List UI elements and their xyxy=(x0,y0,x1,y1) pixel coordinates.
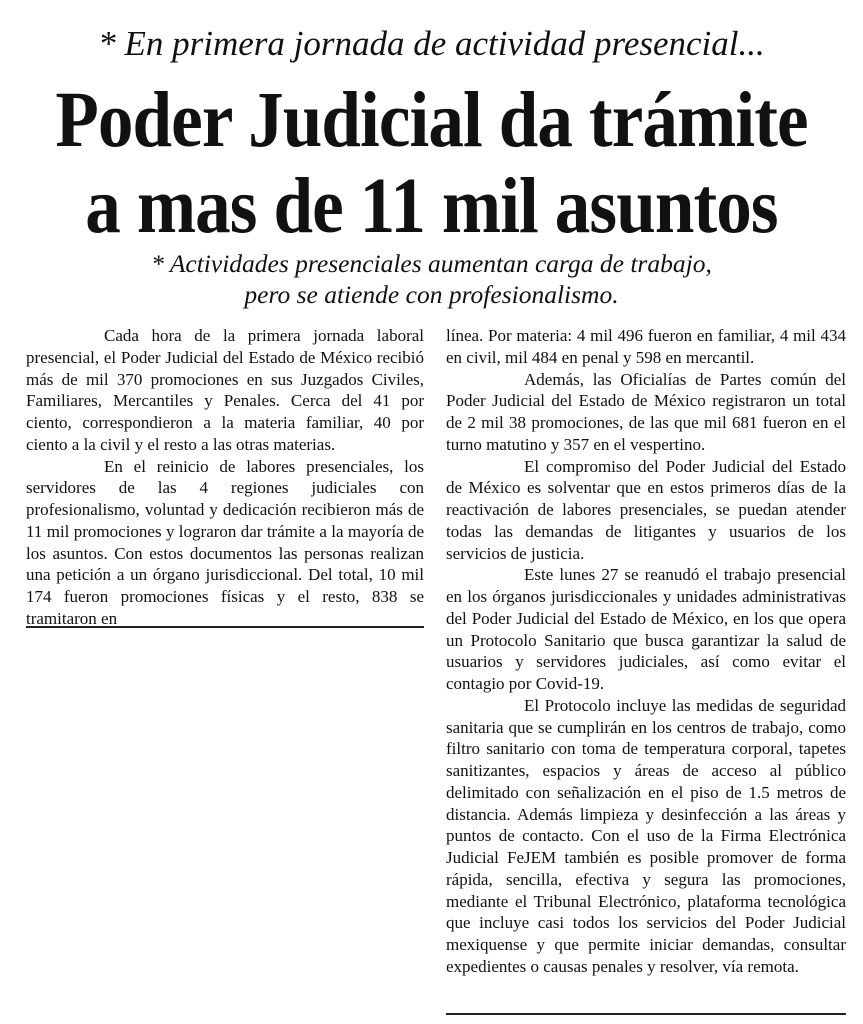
article-headline xyxy=(43,78,820,250)
paragraph: El compromiso del Poder Judicial del Estado de México es solventar que en estos primeros días de la reactivación de labores presenciales, se puedan atender todas las demandas de litigantes y usuarios de los servicios de justicia. xyxy=(446,456,846,563)
headline-line-1: Poder Judicial da trámite xyxy=(55,77,808,164)
subhead-line-1: * Actividades presenciales aumentan carga de trabajo, xyxy=(151,249,712,278)
article-column-right xyxy=(446,325,846,978)
paragraph: En el reinicio de labores presenciales, los servidores de las 4 regiones judiciales con profesionalismo, voluntad y dedicación recibieron más de 11 mil promociones y lograron dar trámite a la mayoría de los asuntos. Con estos documentos las personas realizan una petición a un órgano jurisdiccional. Del total, 10 mil 174 fueron promociones físicas y el resto, 838 se tramitaron en xyxy=(26,456,424,628)
headline-line-2: a mas de 11 mil asuntos xyxy=(85,163,778,250)
article-column-left xyxy=(26,325,424,630)
subhead-line-2: pero se atiende con profesionalismo. xyxy=(244,280,619,309)
article-end-rule xyxy=(446,1013,846,1015)
article-subhead xyxy=(0,248,863,310)
paragraph: Cada hora de la primera jornada laboral presencial, el Poder Judicial del Estado de México recibió más de mil 370 promociones en sus Juzgados Civiles, Familiares, Mercantiles y Penales. Cerca del 41 por ciento, correspondieron a la materia familiar, 40 por ciento a la civil y el resto a las otras materias. xyxy=(26,326,424,454)
paragraph: Además, las Oficialías de Partes común del Poder Judicial del Estado de México registraron un total de 2 mil 38 promociones, de las que mil 681 fueron en el turno matutino y 357 en el vespertino. xyxy=(446,369,846,454)
paragraph-continued: línea. Por materia: 4 mil 496 fueron en familiar, 4 mil 434 en civil, mil 484 en penal y 598 en mercantil. xyxy=(446,326,846,367)
paragraph: El Protocolo incluye las medidas de seguridad sanitaria que se cumplirán en los centros de trabajo, como filtro sanitario con toma de temperatura corporal, tapetes sanitizantes, espacios y áreas de acceso al público delimitado con señalización en el piso de 1.5 metros de distancia. Además limpieza y desinfección a las áreas y puntos de contacto. Con el uso de la Firma Electrónica Judicial FeJEM también es posible promover de forma rápida, sencilla, efectiva y segura las promociones, mediante el Tribunal Electrónico, plataforma tecnológica que incluye casi todos los servicios del Poder Judicial mexiquense y que permite iniciar demandas, consultar expedientes o causas penales y resolver, vía remota. xyxy=(446,695,846,976)
column-end-rule xyxy=(26,626,424,628)
article-kicker: * En primera jornada de actividad presencial... xyxy=(98,24,765,63)
paragraph: Este lunes 27 se reanudó el trabajo presencial en los órganos jurisdiccionales y unidades administrativas del Poder Judicial del Estado de México, en los que opera un Protocolo Sanitario que busca garantizar la salud de usuarios y servidores judiciales, así como evitar el contagio por Covid-19. xyxy=(446,565,846,693)
